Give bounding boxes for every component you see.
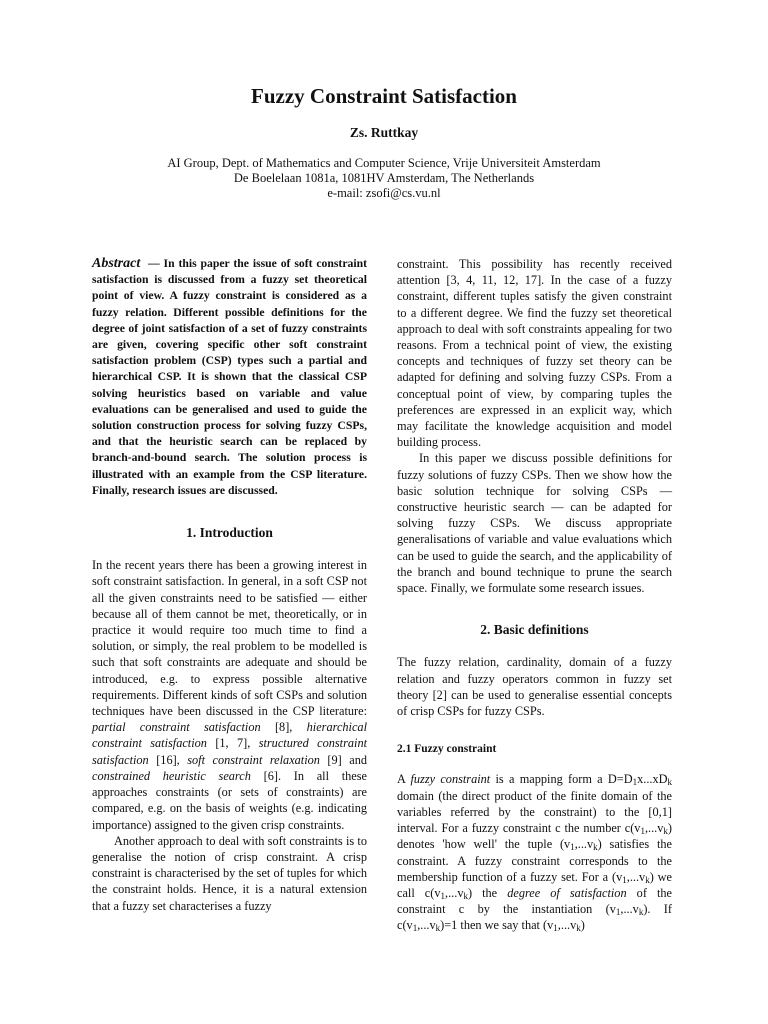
section-heading-introduction: 1. Introduction [186,525,273,541]
left-column [92,256,367,914]
abstract-text: In this paper the issue of soft constraint satisfaction is discussed from a fuzzy set theoretical point of view. A fuzzy constraint is considered as a fuzzy relation. Different possible definitions for the degree of joint satisfaction of a set of fuzzy constraints are given, covering specific other soft constraint satisfaction problem (CSP) types such a partial and hierarchical CSP. It is shown that the classical CSP solving heuristics based on variable and value evaluations can be generalised and used to guide the solution construction process for solving fuzzy CSPs, and that the heuristic search can be replaced by branch-and-bound search. The solution process is illustrated with an example from the CSP literature. Finally, research issues are discussed. [92,257,367,497]
abstract-label: Abstract [92,256,141,271]
author-name: Zs. Ruttkay [349,125,419,140]
author-email: e-mail: zsofi@cs.vu.nl [327,186,441,200]
right-column [397,256,672,934]
affiliation-block [0,156,768,201]
paper-title: Fuzzy Constraint Satisfaction [251,84,517,108]
abstract-dash: — [147,257,160,270]
intro-paragraph-2: Another approach to deal with soft constraints is to generalise the notion of crisp constraint. A crisp constraint is characterised by the set of tuples for which the constraint holds. Hence, it is a natural extension that a fuzzy set characterises a fuzzy [92,833,367,913]
intro-paragraph-1: In the recent years there has been a growing interest in soft constraint satisfaction. In general, in a soft CSP not all the given constraints need to be satisfied — either because all of them cannot be met, theoretically, or in practice it would require too much time to find a solution, or simply, the real problem to be modelled is such that soft constraints are adequate and should be introduced, e.g. to express possible alternative requirements. Different kinds of soft CSPs and solution techniques have been discussed in the CSP literature: partial constraint satisfaction [8], hierarchical constraint satisfaction [1, 7], structured constraint satisfaction [16], soft constraint relaxation [9] and constrained heuristic search [6]. In all these approaches constraints (or sets of constraints) are compared, e.g. on the basis of weights (e.g. indicating importance) assigned to the given crisp constraints. [92,558,368,832]
fuzzy-constraint-paragraph: A fuzzy constraint is a mapping form a $D=D_1x...xD_k$ domain (the direct product of the finite domain of the variables referred by the constraint) to the [0,1] interval. For a fuzzy constraint c the number $c(v_1,...v_k)$ denotes 'how well' the tuple $(v_1,...v_k)$ satisfies the constraint. A fuzzy constraint corresponds to the membership function of a fuzzy set. For a $(v_1,...v_k)$ we call $c(v_1,...v_k)$ the degree of satisfaction of the constraint c by the instantiation $(v_1,...v_k)$. If $c(v_1,...v_k)=1$ then we say that $(v_1,...v_k)$ [397,772,673,934]
abstract [92,256,367,499]
basic-definitions-paragraph: The fuzzy relation, cardinality, domain of a fuzzy relation and fuzzy operators common in fuzzy set theory [2] can be used to generalise essential concepts of crisp CSPs for fuzzy CSPs. [397,655,672,719]
intro-paragraph-4: In this paper we discuss possible definitions for fuzzy solutions of fuzzy CSPs. Then we show how the basic solution technique for solving CSPs — constructive heuristic search — can be adapted for solving fuzzy CSPs. We discuss appropriate generalisations of variable and value evaluations which can be used to guide the search, and the applicability of the branch and bound technique to prune the search space. Finally, we formulate some research issues. [397,451,672,596]
subsection-heading-fuzzy-constraint: 2.1 Fuzzy constraint [397,743,497,756]
affiliation-line-2: De Boelelaan 1081a, 1081HV Amsterdam, The Netherlands [233,171,535,185]
intro-paragraph-3: constraint. This possibility has recently received attention [3, 4, 11, 12, 17]. In the case of a fuzzy constraint, different tuples satisfy the given constraint to a different degree. We find the fuzzy set theoretical approach to deal with soft constraints appealing for two reasons. From a technical point of view, the existing concepts and techniques of fuzzy set theory can be adapted for defining and solving fuzzy CSPs. From a conceptual point of view, by comparing tuples the preferences are expressed in an explicit way, which may facilitate the knowledge acquisition and model building process. [397,257,672,450]
section-heading-basic-definitions: 2. Basic definitions [480,622,589,638]
affiliation-line-1: AI Group, Dept. of Mathematics and Computer Science, Vrije Universiteit Amsterdam [167,156,601,170]
